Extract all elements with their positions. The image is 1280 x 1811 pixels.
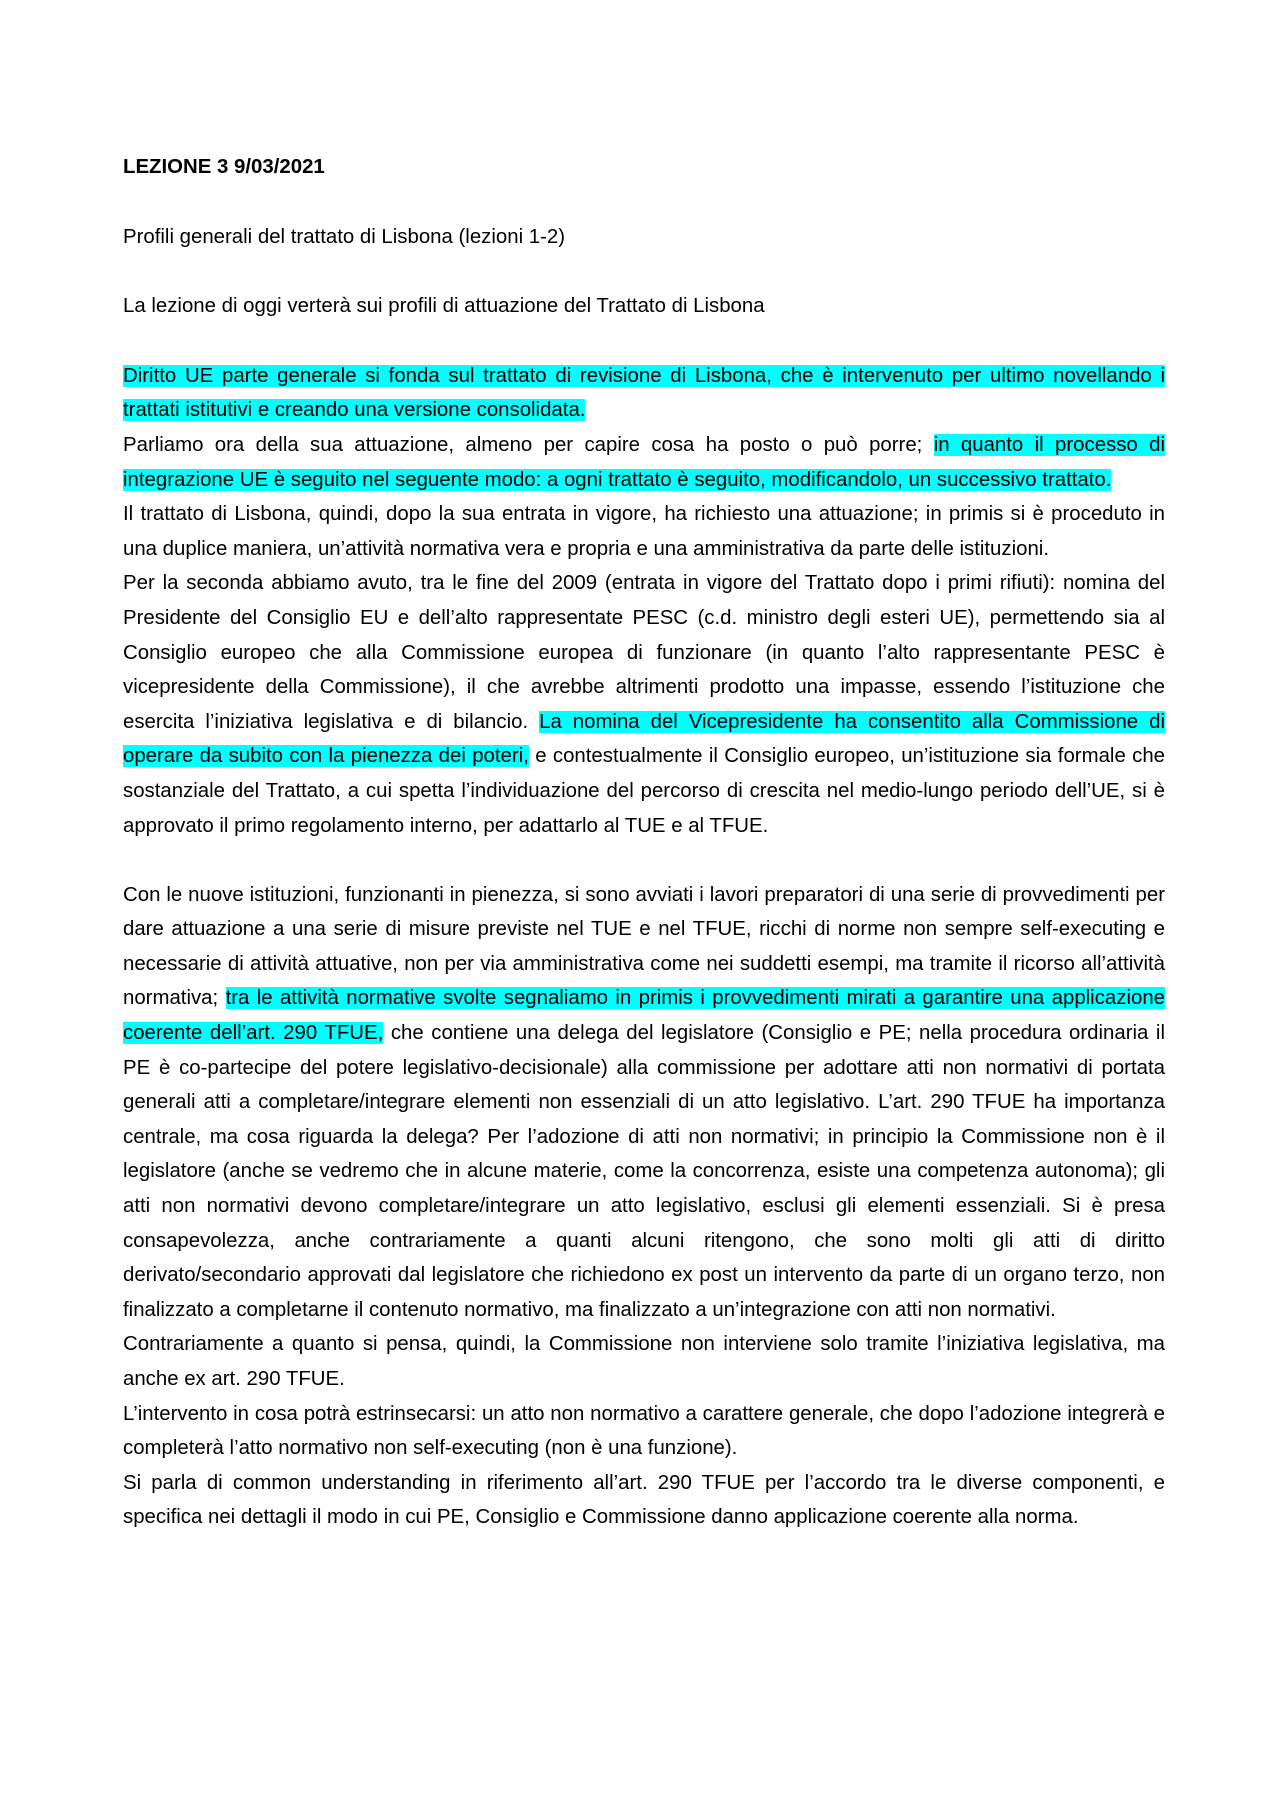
paragraph-7 xyxy=(123,1397,1165,1466)
paragraph-text: Con le nuove istituzioni, funzionanti in pienezza, si sono avviati i lavori preparatori di una serie di provvedimenti per dare attuazione a una serie di misure previste nel TUE e nel TFUE, ricchi di norme non sempre self-executing e necessarie di attività attuative, non per via amministrativa come nei suddetti esempi, ma tramite il ricorso all’attività normativa; xyxy=(123,883,1165,1010)
paragraph-text: L’intervento in cosa potrà estrinsecarsi: un atto non normativo a carattere generale, che dopo l’adozione integrerà e completerà l’atto normativo non self-executing (non è una funzione). xyxy=(123,1402,1165,1460)
document-page xyxy=(123,150,1165,1535)
paragraph-6 xyxy=(123,1327,1165,1396)
paragraph-3 xyxy=(123,497,1165,566)
paragraph-5 xyxy=(123,878,1165,1328)
lesson-subtitle: Profili generali del trattato di Lisbona (lezioni 1-2) xyxy=(123,225,566,248)
paragraph-spacer xyxy=(123,843,1165,878)
paragraph-4 xyxy=(123,566,1165,843)
paragraph-text: che contiene una delega del legislatore (Consiglio e PE; nella procedura ordinaria il PE è co-partecipe del potere legislativo-decisionale) alla commissione per adottare atti non normativi di portata generali atti a completare/integrare elementi non essenziali di un atto legislativo. L’art. 290 TFUE ha importanza centrale, ma cosa riguarda la delega? Per l’adozione di atti non normativi; in principio la Commissione non è il legislatore (anche se vedremo che in alcune materie, come la concorrenza, esiste una competenza autonoma); gli atti non normativi devono completare/integrare un atto legislativo, esclusi gli elementi essenziali. Si è presa consapevolezza, anche contrariamente a quanti alcuni ritengono, che sono molti gli atti di diritto derivato/secondario approvati dal legislatore che richiedono ex post un intervento da parte di un organo terzo, non finalizzato a completarne il contenuto normativo, ma finalizzato a un’integrazione con atti non normativi. xyxy=(123,1022,1165,1321)
paragraph-text: Si parla di common understanding in riferimento all’art. 290 TFUE per l’accordo tra le diverse componenti, e specifica nei dettagli il modo in cui PE, Consiglio e Commissione danno applicazione coerente alla norma. xyxy=(123,1471,1165,1529)
lesson-title: LEZIONE 3 9/03/2021 xyxy=(123,156,325,178)
highlighted-text: Diritto UE parte generale si fonda sul trattato di revisione di Lisbona, che è intervenuto per ultimo novellando i trattati istitutivi e creando una versione consolidata. xyxy=(123,364,1165,422)
paragraph-text: Il trattato di Lisbona, quindi, dopo la sua entrata in vigore, ha richiesto una attuazione; in primis si è proceduto in una duplice maniera, un’attività normativa vera e propria e una amministrativa da parte delle istituzioni. xyxy=(123,503,1165,560)
paragraph-1 xyxy=(123,359,1165,428)
paragraph-text: Per la seconda abbiamo avuto, tra le fine del 2009 (entrata in vigore del Trattato dopo i primi rifiuti): nomina del Presidente del Consiglio EU e dell’alto rappresentate PESC (c.d. ministro degli esteri UE), permettendo sia al Consiglio europeo che alla Commissione europea di funzionare (in quanto l’alto rappresentante PESC è vicepresidente della Commissione), il che avrebbe altrimenti prodotto una impasse, essendo l’istituzione che esercita l’iniziativa legislativa e di bilancio. xyxy=(123,572,1165,733)
paragraph-8 xyxy=(123,1466,1165,1535)
paragraph-text: Parliamo ora della sua attuazione, almeno per capire cosa ha posto o può porre; xyxy=(123,433,934,456)
highlighted-text: tra le attività normative svolte segnaliamo in primis i provvedimenti mirati a garantire una applicazione coerente dell’art. 290 TFUE, xyxy=(123,987,1165,1045)
paragraph-2 xyxy=(123,428,1165,497)
highlighted-text: La nomina del Vicepresidente ha consentito alla Commissione di operare da subito con la pienezza dei poteri, xyxy=(123,710,1165,768)
paragraph-text: e contestualmente il Consiglio europeo, un’istituzione sia formale che sostanziale del Trattato, a cui spetta l’individuazione del percorso di crescita nel medio-lungo periodo dell’UE, si è approvato il primo regolamento interno, per adattarlo al TUE e al TFUE. xyxy=(123,745,1165,837)
highlighted-text: in quanto il processo di integrazione UE è seguito nel seguente modo: a ogni trattato è seguito, modificandolo, un successivo trattato. xyxy=(123,433,1165,491)
paragraph-text: Contrariamente a quanto si pensa, quindi, la Commissione non interviene solo tramite l’iniziativa legislativa, ma anche ex art. 290 TFUE. xyxy=(123,1333,1165,1390)
lesson-intro: La lezione di oggi verterà sui profili di attuazione del Trattato di Lisbona xyxy=(123,295,765,318)
